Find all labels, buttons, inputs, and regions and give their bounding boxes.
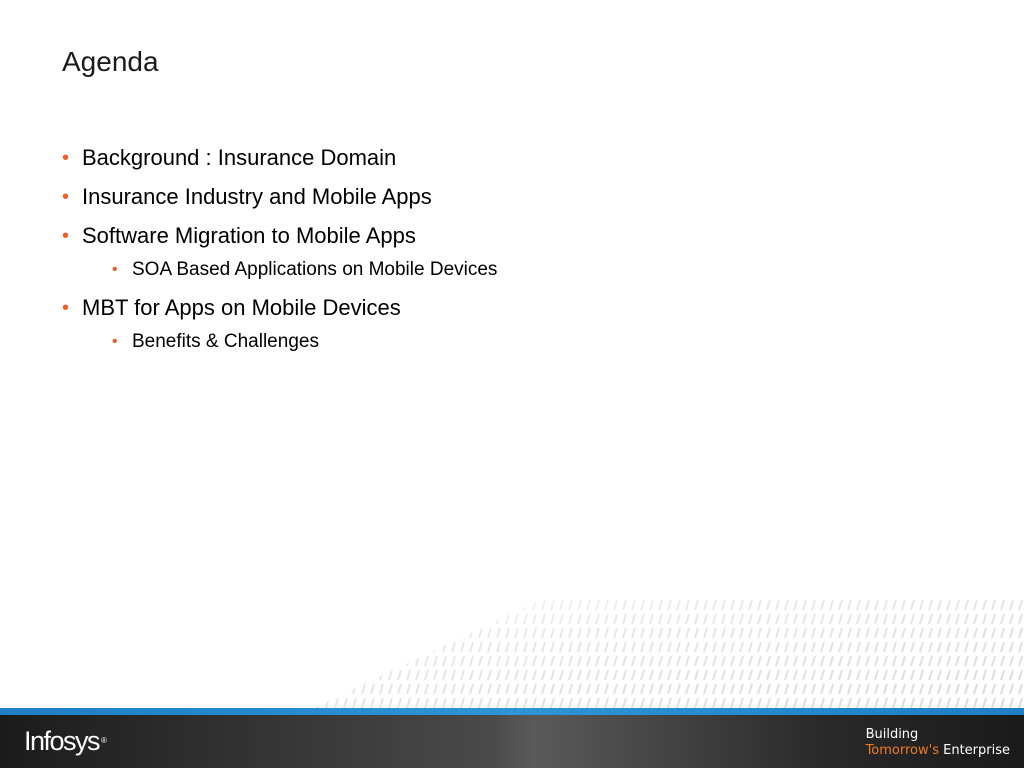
agenda-item-text: MBT for Apps on Mobile Devices <box>82 295 401 320</box>
agenda-item-text: Insurance Industry and Mobile Apps <box>82 184 432 209</box>
bullet-icon: • <box>62 186 70 208</box>
tagline-line2 <box>866 743 1010 759</box>
bullet-icon: • <box>62 147 70 169</box>
footer-stripe <box>0 708 1024 715</box>
agenda-item-text: Background : Insurance Domain <box>82 145 397 170</box>
tagline-end: Enterprise <box>943 743 1010 758</box>
agenda-item <box>62 292 497 324</box>
tagline-accent: Tomorrow's <box>865 743 939 758</box>
infosys-logo <box>24 726 107 756</box>
bullet-icon: • <box>62 297 70 319</box>
tagline <box>866 727 1010 759</box>
agenda-subitem <box>112 329 497 355</box>
bullet-icon: • <box>112 261 118 278</box>
agenda-subitem-text: Benefits & Challenges <box>132 331 319 352</box>
bullet-icon: • <box>112 333 118 350</box>
agenda-subitem <box>112 257 497 283</box>
agenda-item-text: Software Migration to Mobile Apps <box>82 223 416 248</box>
decorative-texture <box>224 598 1024 708</box>
agenda-item <box>62 181 497 213</box>
agenda-list <box>62 142 497 364</box>
agenda-subitem-text: SOA Based Applications on Mobile Devices <box>132 259 498 280</box>
tagline-line1: Building <box>865 727 919 742</box>
agenda-item <box>62 142 497 174</box>
bullet-icon: • <box>62 225 70 247</box>
logo-text: Infosys <box>24 726 100 756</box>
slide-title: Agenda <box>62 46 159 77</box>
agenda-item <box>62 220 497 252</box>
registered-mark: ® <box>101 736 107 745</box>
